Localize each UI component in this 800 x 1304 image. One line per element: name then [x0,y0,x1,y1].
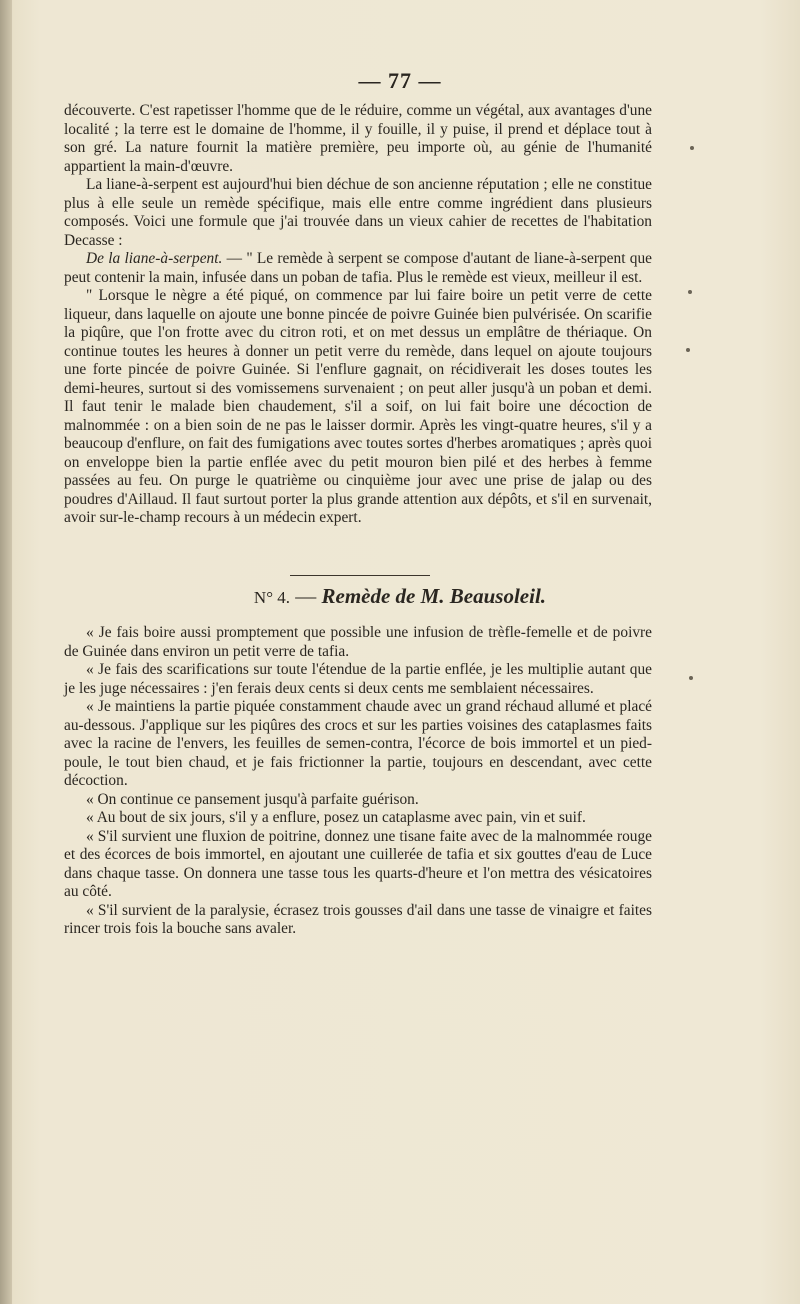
paragraph: La liane-à-serpent est aujourd'hui bien déchue de son ancienne réputation ; elle ne constitue plus à elle seule un remède spécifique, mais elle entre comme ingrédient dans plusieurs composés. Voici une formule que j'ai trouvée dans un vieux cahier de recettes de l'habitation Decasse : [64,176,652,249]
paragraph: « Je fais des scarifications sur toute l'étendue de la partie enflée, je les multiplie autant que je les juge nécessaires : j'en ferais deux cents si deux cents me semblaient nécessaires. [64,661,652,697]
page-number: — 77 — [358,68,442,93]
paragraph: " Lorsque le nègre a été piqué, on commence par lui faire boire un petit verre de cette liqueur, dans laquelle on ajoute une bonne pincée de poivre Guinée bien pulvérisée. On scarifie la piqûre, que l'on frotte avec du citron roti, et on met dessus un emplâtre de thériaque. On continue toutes les heures à donner un petit verre du remède, dans lequel on ajoute toujours une forte pincée de poivre Guinée. Si l'enflure gagnait, on récidiverait les doses toutes les demi-heures, surtout si des vomissemens survenaient ; on peut aller jusqu'à un poban et demi. Il faut tenir le malade bien chaudement, s'il a soif, on lui fait boire une décoction de malnommée : on a bien soin de ne pas le laisser dormir. Après les vingt-quatre heures, s'il y a beaucoup d'enflure, on fait des fumigations avec toutes sortes d'herbes aromatiques ; après quoi on enveloppe bien la partie enflée avec du petit mouron bien pilé et des herbes à femme passées au feu. On purge le quatrième ou cinquième jour avec une prise de jalap ou des poudres d'Aillaud. Il faut surtout porter la plus grande attention aux dépôts, et s'il en survenait, avoir sur-le-champ recours à un médecin expert. [64,287,652,526]
paragraph: découverte. C'est rapetisser l'homme que de le réduire, comme un végétal, aux avantages d'une localité ; la terre est le domaine de l'homme, il y fouille, il y puise, il prend et déplace tout à son gré. La nature fournit la matière première, peu importe où, au génie de l'humanité appartient la main-d'œuvre. [64,102,652,175]
paragraph: « On continue ce pansement jusqu'à parfaite guérison. [86,790,419,808]
paragraph: « S'il survient une fluxion de poitrine, donnez une tisane faite avec de la malnommée rouge et des écorces de bois immortel, en ajoutant une cuillerée de tafia et six gouttes d'eau de Luce dans chaque tasse. On donnera une tasse tous les quarts-d'heure et l'on mettra des vésicatoires au côté. [64,827,652,900]
paper-speck [689,676,693,680]
section-title: Remède de M. Beausoleil. [321,584,547,608]
recipe-text: " Le remède à serpent se compose d'autant de liane-à-serpent que peut contenir la main, infusée dans un poban de tafia. Plus le remède est vieux, meilleur il est. [64,250,652,286]
paper-speck [690,146,694,150]
recipe-title: De la liane-à-serpent. [86,250,223,267]
paper-speck [688,290,692,294]
paragraph: « Je fais boire aussi promptement que possible une infusion de trèfle-femelle et de poivre de Guinée dans environ un petit verre de tafia. [64,624,652,660]
paper-speck [686,348,690,352]
heading-dash: — [290,584,322,608]
section-heading [0,584,800,609]
paragraph: « Au bout de six jours, s'il y a enflure, posez un cataplasme avec pain, vin et suif. [86,809,586,826]
book-spine-edge [0,0,12,1304]
paragraph: De la liane-à-serpent. — " Le remède à serpent se compose d'autant de liane-à-serpent que peut contenir la main, infusée dans un poban de tafia. Plus le remède est vieux, meilleur il est. [64,250,652,286]
section-divider [290,575,430,576]
paragraph: « Je maintiens la partie piquée constamment chaude avec un grand réchaud allumé et placé au-dessous. J'applique sur les piqûres des crocs et sur les parties voisines des cataplasmes faits avec la racine de l'envers, les feuilles de semen-contra, l'écorce de bois immortel et un pied-poule, le tout bien chaud, et je fais frictionner la partie, toujours en descendant, avec cette décoction. [64,698,652,789]
section-number: N° 4. [253,588,290,607]
paragraph: « S'il survient de la paralysie, écrasez trois gousses d'ail dans une tasse de vinaigre et faites rincer trois fois la bouche sans avaler. [64,901,652,937]
text-block-2 [64,624,652,939]
text-block-1 [64,102,652,528]
